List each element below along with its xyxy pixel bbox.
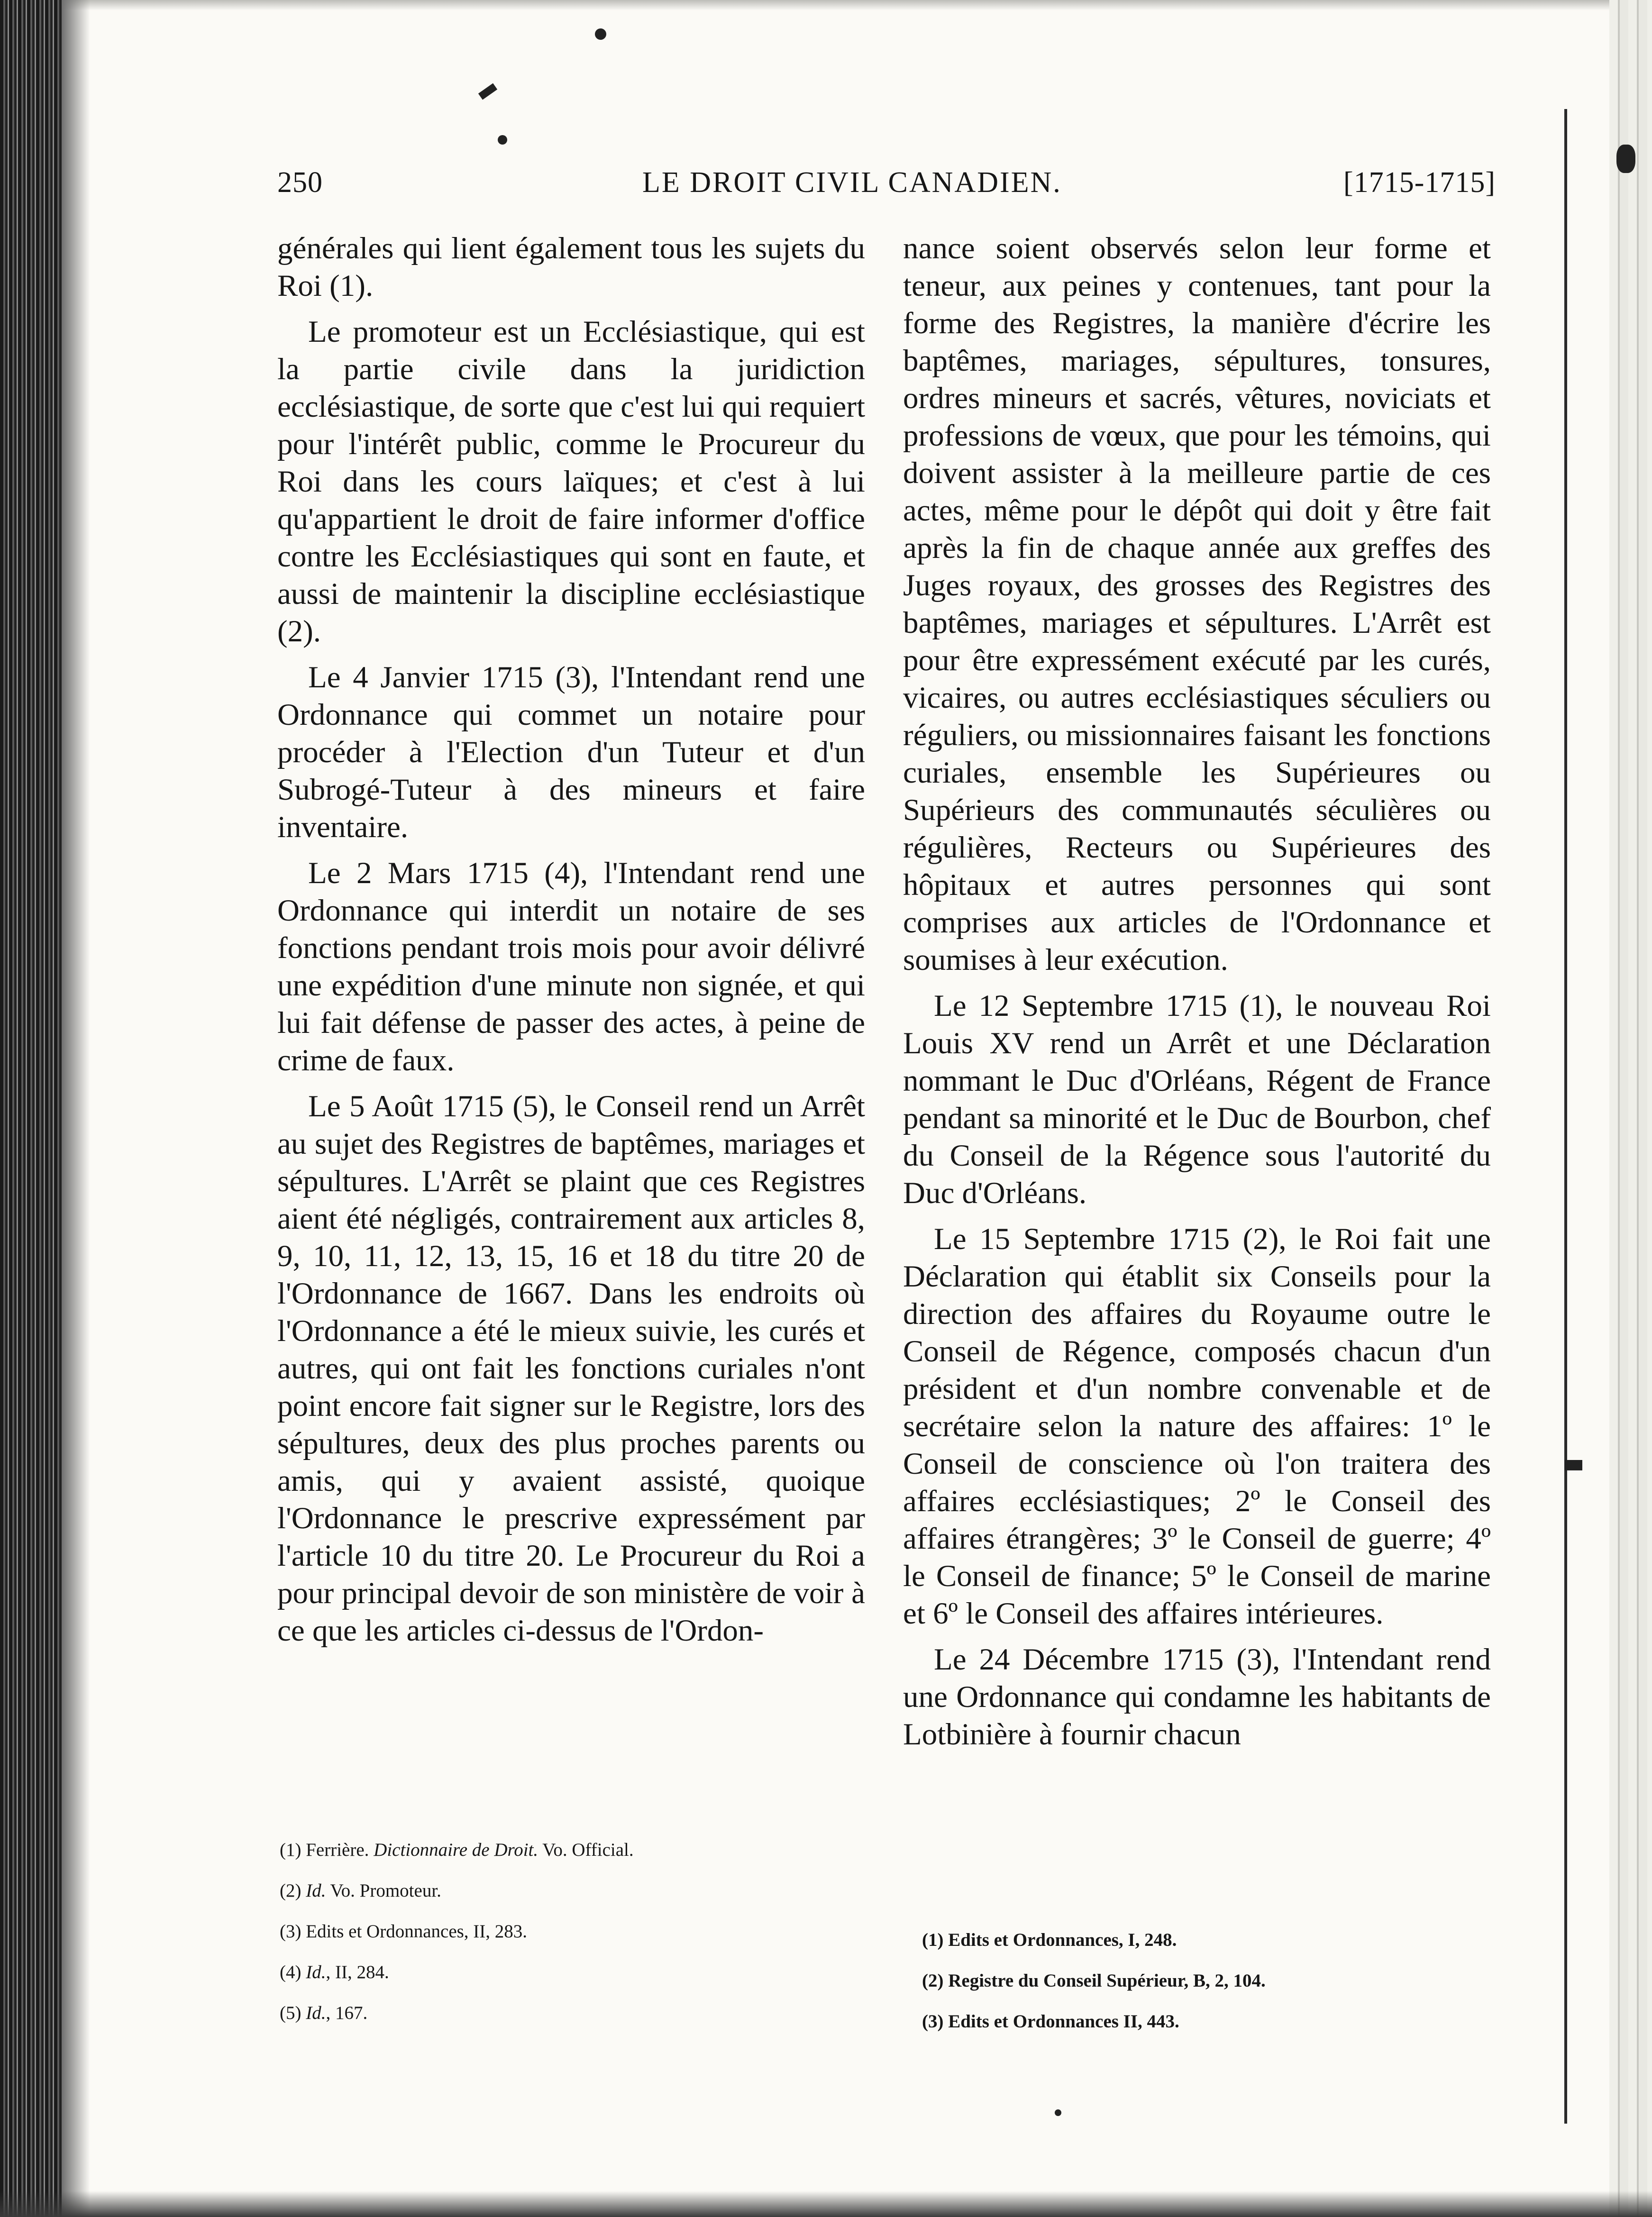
ink-speck: [1564, 1460, 1582, 1470]
running-title: LE DROIT CIVIL CANADIEN.: [642, 166, 1062, 199]
page-top-shadow: [0, 0, 1652, 10]
footnotes-right: [922, 1920, 1510, 2042]
footnote: (3) Edits et Ordonnances, II, 283.: [280, 1921, 528, 1942]
footnote: (1) Edits et Ordonnances, I, 248.: [922, 1930, 1177, 1950]
footnote: (1) Ferrière. Dictionnaire de Droit. Vo. Official.: [280, 1840, 634, 1860]
page-bottom-shadow: [0, 2191, 1652, 2217]
ink-speck: [478, 83, 497, 100]
footnote: (4) Id., II, 284.: [280, 1962, 389, 1982]
paragraph: Le 4 Janvier 1715 (3), l'Intendant rend une Ordonnance qui commet un notaire pour procéder à l'Election d'un Tuteur et d'un Subrogé-Tuteur à des mineurs et faire inventaire.: [277, 660, 865, 844]
page-fold-line: [1564, 109, 1567, 2124]
next-page-edge: [1609, 0, 1652, 2217]
book-binding-edge: [0, 0, 62, 2217]
date-range: [1715-1715]: [1343, 166, 1496, 199]
binding-shadow: [62, 0, 90, 2217]
footnote: (2) Registre du Conseil Supérieur, B, 2, 104.: [922, 1971, 1266, 1991]
footnote: (2) Id. Vo. Promoteur.: [280, 1880, 441, 1901]
paragraph: Le 24 Décembre 1715 (3), l'Intendant rend une Ordonnance qui condamne les habitants de Lotbinière à fournir chacun: [903, 1642, 1491, 1752]
ink-speck: [1616, 145, 1635, 173]
ink-speck: [595, 28, 606, 40]
paragraph: Le 15 Septembre 1715 (2), le Roi fait une Déclaration qui établit six Conseils pour la direction des affaires du Royaume outre le Conseil de Régence, composés chacun d'un président et d'un nombre convenable et de secrétaire selon la nature des affaires: 1º le Conseil de conscience où l'on traitera des affaires ecclésiastiques; 2º le Conseil des affaires étrangères; 3º le Conseil de guerre; 4º le Conseil de finance; 5º le Conseil de marine et 6º le Conseil des affaires intérieures.: [903, 1222, 1491, 1631]
footnote: (3) Edits et Ordonnances II, 443.: [922, 2011, 1179, 2032]
ink-speck: [1055, 2109, 1061, 2116]
paragraph: nance soient observés selon leur forme et teneur, aux peines y contenues, tant pour la forme des Registres, la manière d'écrire les baptêmes, mariages, sépultures, tonsures, ordres mineurs et sacrés, vêtures, noviciats et professions de vœux, que pour les témoins, qui doivent assister à la meilleure partie de ces actes, même pour le dépôt qui doit y être fait après la fin de chaque année aux greffes des Juges royaux, des grosses des Registres des baptêmes, mariages et sépultures. L'Arrêt est pour être expressément exécuté par les curés, vicaires, ou autres ecclésiastiques séculiers ou réguliers, ou missionnaires faisant les fonctions curiales, ensemble les Supérieures ou Supérieurs des communautés séculières ou régulières, Recteurs ou Supérieures des hôpitaux et autres personnes qui sont comprises aux articles de l'Ordonnance et soumises à leur exécution.: [903, 231, 1491, 977]
paragraph: générales qui lient également tous les sujets du Roi (1).: [277, 231, 865, 303]
footnotes-left: [280, 1830, 867, 2034]
running-head: [277, 166, 1496, 213]
paragraph: Le promoteur est un Ecclésiastique, qui est la partie civile dans la juridiction ecclésiastique, de sorte que c'est lui qui requiert pour l'intérêt public, comme le Procureur du Roi dans les cours laïques; et c'est à lui qu'appartient le droit de faire informer d'office contre les Ecclésiastiques qui sont en faute, et aussi de maintenir la discipline ecclésiastique (2).: [277, 315, 865, 648]
ink-speck: [498, 135, 507, 145]
paragraph: Le 12 Septembre 1715 (1), le nouveau Roi Louis XV rend un Arrêt et une Déclaration nommant le Duc d'Orléans, Régent de France pendant sa minorité et le Duc de Bourbon, chef du Conseil de la Régence sous l'autorité du Duc d'Orléans.: [903, 989, 1491, 1210]
footnote: (5) Id., 167.: [280, 2003, 368, 2023]
paragraph: Le 2 Mars 1715 (4), l'Intendant rend une Ordonnance qui interdit un notaire de ses fonctions pendant trois mois pour avoir délivré une expédition d'une minute non signée, et qui lui fait défense de passer des actes, à peine de crime de faux.: [277, 856, 865, 1077]
page-number: 250: [277, 166, 323, 199]
left-column: [277, 230, 865, 1658]
right-column: [903, 230, 1491, 1762]
paragraph: Le 5 Août 1715 (5), le Conseil rend un Arrêt au sujet des Registres de baptêmes, mariages et sépultures. L'Arrêt se plaint que ces Registres aient été négligés, contrairement aux articles 8, 9, 10, 11, 12, 13, 15, 16 et 18 du titre 20 de l'Ordonnance de 1667. Dans les endroits où l'Ordonnance a été le mieux suivie, les curés et autres, qui ont fait les fonctions curiales n'ont point encore fait signer sur le Registre, lors des sépultures, deux des plus proches parents ou amis, qui y avaient assisté, quoique l'Ordonnance le prescrive expressément par l'article 10 du titre 20. Le Procureur du Roi a pour principal devoir de son ministère de voir à ce que les articles ci-dessus de l'Ordon-: [277, 1089, 865, 1648]
